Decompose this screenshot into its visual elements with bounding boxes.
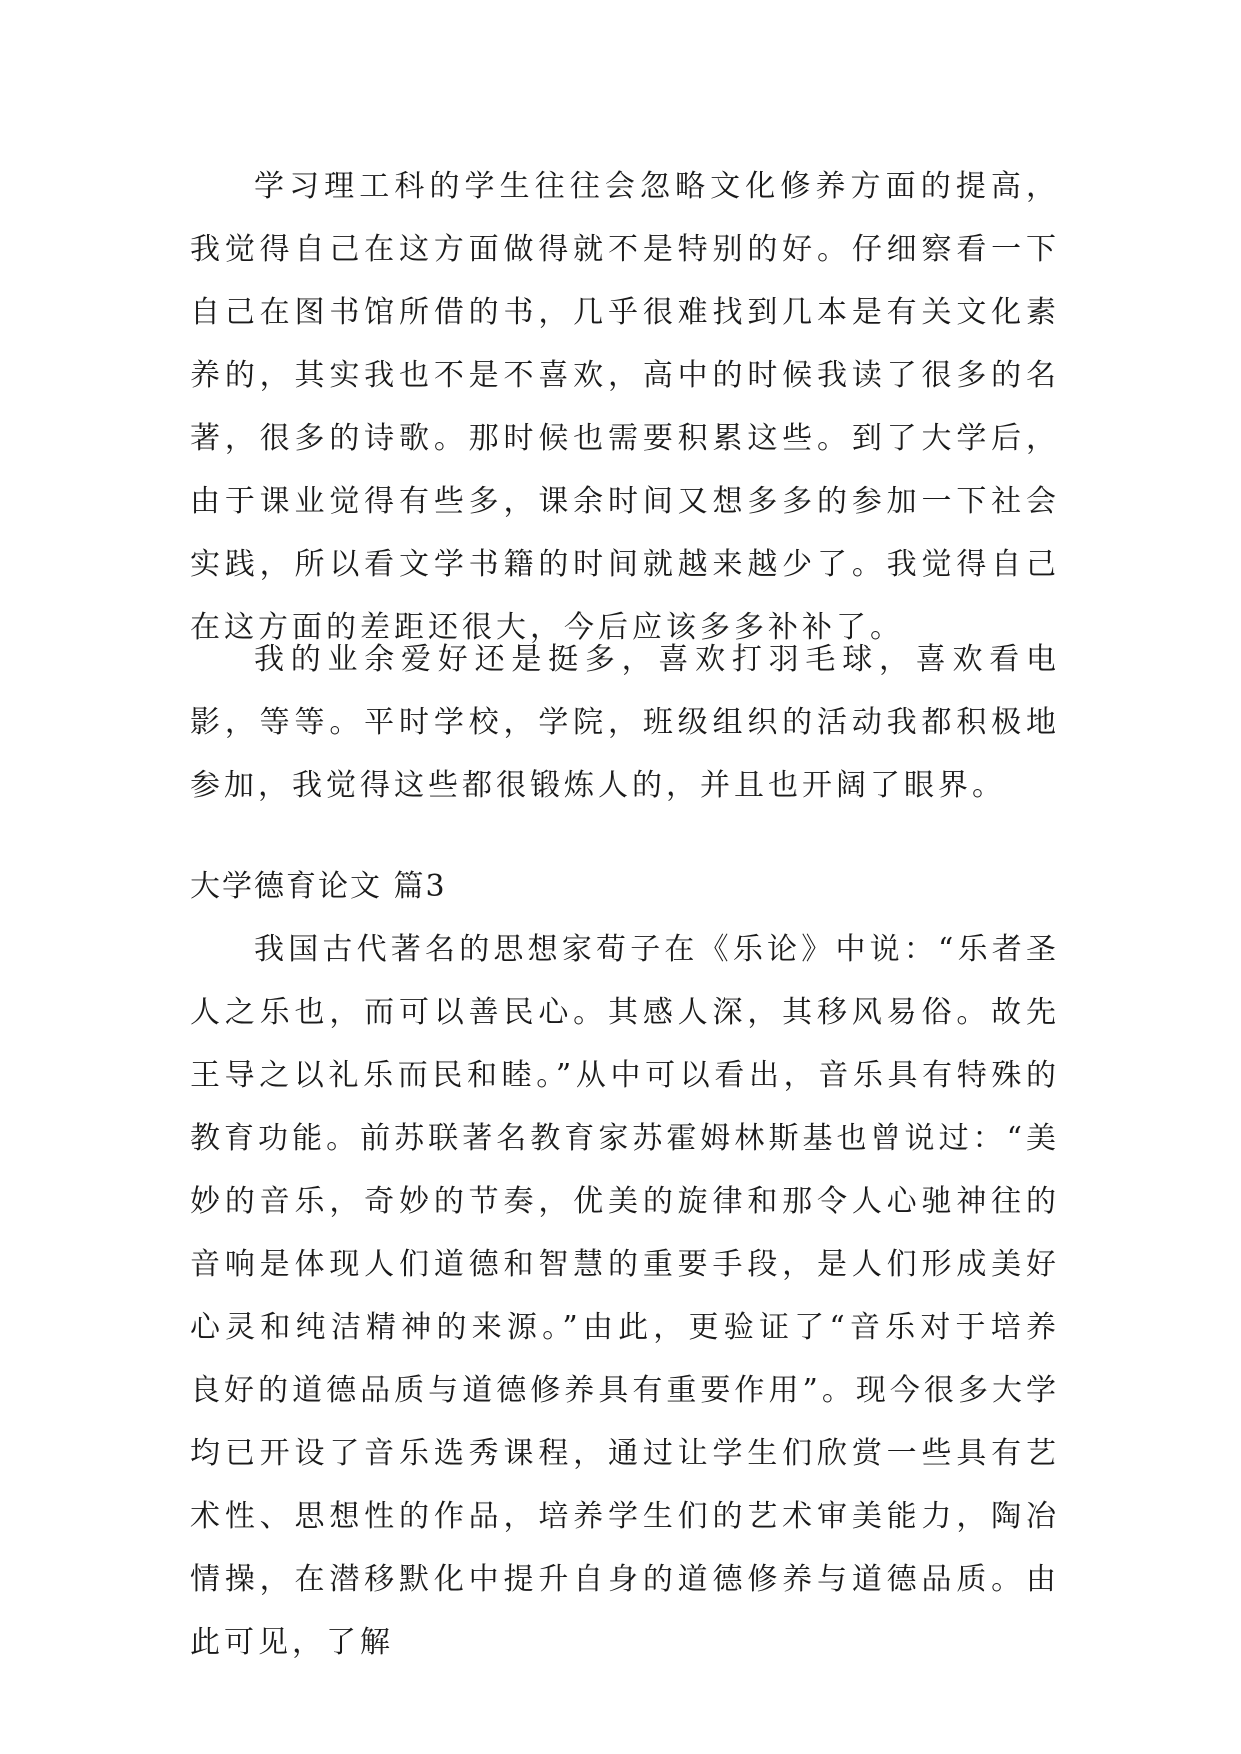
section-heading: 大学德育论文 篇3 (190, 869, 447, 904)
body-paragraph-hobbies: 我的业余爱好还是挺多，喜欢打羽毛球，喜欢看电影，等等。平时学校，学院，班级组织的活动我都积极地参加，我觉得这些都很锻炼人的，并且也开阔了眼界。 (190, 642, 1060, 803)
body-paragraph-culture: 学习理工科的学生往往会忽略文化修养方面的提高，我觉得自己在这方面做得就不是特别的好。仔细察看一下自己在图书馆所借的书，几乎很难找到几本是有关文化素养的，其实我也不是不喜欢，高中的时候我读了很多的名著，很多的诗歌。那时候也需要积累这些。到了大学后，由于课业觉得有些多，课余时间又想多多的参加一下社会实践，所以看文学书籍的时间就越来越少了。我觉得自己在这方面的差距还很大，今后应该多多补补了。 (190, 169, 1060, 645)
body-paragraph-music-education: 我国古代著名的思想家荀子在《乐论》中说：“乐者圣人之乐也，而可以善民心。其感人深，其移风易俗。故先王导之以礼乐而民和睦。”从中可以看出，音乐具有特殊的教育功能。前苏联著名教育家苏霍姆林斯基也曾说过：“美妙的音乐，奇妙的节奏，优美的旋律和那令人心驰神往的音响是体现人们道德和智慧的重要手段，是人们形成美好心灵和纯洁精神的来源。”由此，更验证了“音乐对于培养良好的道德品质与道德修养具有重要作用”。现今很多大学均已开设了音乐选秀课程，通过让学生们欣赏一些具有艺术性、思想性的作品，培养学生们的艺术审美能力，陶冶情操，在潜移默化中提升自身的道德修养与道德品质。由此可见，了解 (190, 932, 1060, 1660)
